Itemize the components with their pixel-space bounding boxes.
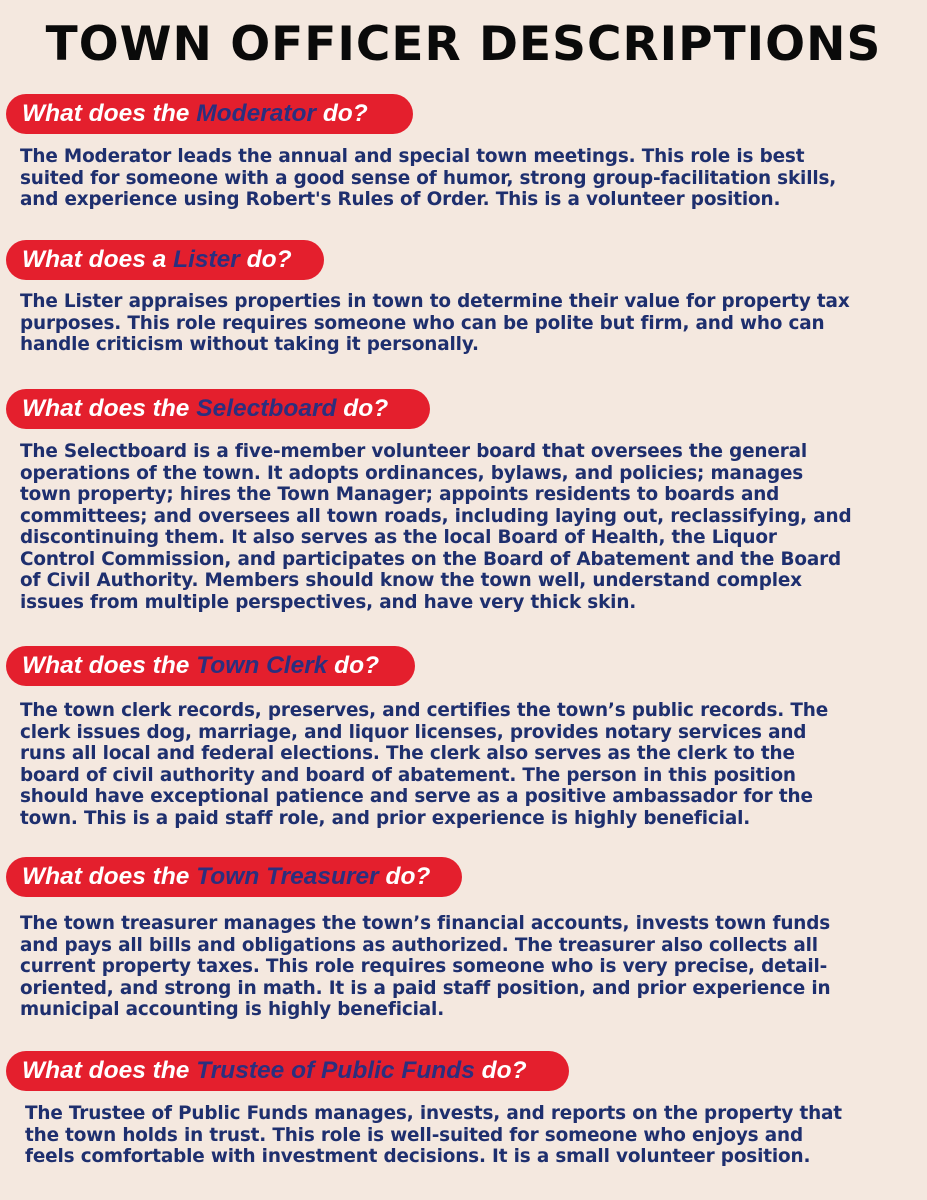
- heading-prefix: What does the: [22, 863, 197, 890]
- heading-role: Selectboard: [196, 395, 337, 422]
- description-line: The town treasurer manages the town’s financial accounts, invests town funds: [20, 913, 831, 934]
- page-title: TOWN OFFICER DESCRIPTIONS: [45, 17, 882, 72]
- section-heading: [6, 857, 462, 897]
- section-description: [20, 146, 900, 211]
- description-line: The Moderator leads the annual and special town meetings. This role is best: [20, 146, 805, 167]
- section-description: [20, 441, 900, 613]
- heading-prefix: What does a: [22, 246, 174, 273]
- heading-role: Lister: [173, 246, 240, 273]
- heading-role: Trustee of Public Funds: [196, 1057, 475, 1084]
- description-line: and pays all bills and obligations as authorized. The treasurer also collects all: [20, 934, 818, 956]
- heading-suffix: do?: [474, 1057, 527, 1084]
- description-line: should have exceptional patience and serve as a positive ambassador for the: [20, 786, 813, 807]
- section-heading: [6, 240, 324, 280]
- heading-suffix: do?: [378, 863, 431, 890]
- description-line: and experience using Robert's Rules of Order. This is a volunteer position.: [20, 189, 781, 210]
- section-description: [25, 1103, 905, 1168]
- section-heading: [6, 1051, 569, 1091]
- heading-suffix: do?: [327, 652, 380, 679]
- description-line: suited for someone with a good sense of humor, strong group-facilitation skills,: [20, 167, 837, 189]
- heading-suffix: do?: [239, 246, 292, 273]
- description-line: feels comfortable with investment decisions. It is a small volunteer position.: [25, 1146, 811, 1167]
- description-line: Control Commission, and participates on the Board of Abatement and the Board: [20, 548, 842, 570]
- heading-role: Town Clerk: [196, 652, 328, 679]
- heading-prefix: What does the: [22, 395, 197, 422]
- section-description: [20, 700, 900, 829]
- description-line: municipal accounting is highly beneficial.: [20, 999, 445, 1020]
- description-line: town property; hires the Town Manager; appoints residents to boards and: [20, 484, 780, 505]
- section-heading: [6, 94, 413, 134]
- description-line: The Lister appraises properties in town to determine their value for property tax: [20, 291, 850, 312]
- description-line: operations of the town. It adopts ordinances, bylaws, and policies; manages: [20, 462, 804, 484]
- description-line: board of civil authority and board of abatement. The person in this position: [20, 764, 796, 786]
- heading-prefix: What does the: [22, 100, 197, 127]
- section-heading: [6, 389, 430, 429]
- description-line: handle criticism without taking it personally.: [20, 334, 479, 355]
- description-line: runs all local and federal elections. The clerk also serves as the clerk to the: [20, 743, 795, 764]
- description-line: clerk issues dog, marriage, and liquor licenses, provides notary services and: [20, 721, 807, 743]
- description-line: oriented, and strong in math. It is a paid staff position, and prior experience in: [20, 977, 831, 999]
- description-line: purposes. This role requires someone who can be polite but firm, and who can: [20, 312, 825, 334]
- heading-prefix: What does the: [22, 652, 197, 679]
- section-description: [20, 913, 900, 1021]
- section-heading: [6, 646, 415, 686]
- description-line: the town holds in trust. This role is well-suited for someone who enjoys and: [25, 1124, 803, 1146]
- heading-role: Town Treasurer: [196, 863, 379, 890]
- description-line: committees; and oversees all town roads, including laying out, reclassifying, and: [20, 505, 852, 527]
- description-line: of Civil Authority. Members should know the town well, understand complex: [20, 570, 802, 591]
- description-line: current property taxes. This role requires someone who is very precise, detail-: [20, 956, 828, 977]
- heading-suffix: do?: [336, 395, 389, 422]
- heading-prefix: What does the: [22, 1057, 197, 1084]
- description-line: The Trustee of Public Funds manages, invests, and reports on the property that: [25, 1103, 842, 1124]
- description-line: The Selectboard is a five-member volunteer board that oversees the general: [20, 441, 808, 462]
- heading-suffix: do?: [316, 100, 368, 127]
- section-description: [20, 291, 900, 356]
- heading-role: Moderator: [196, 100, 317, 127]
- description-line: town. This is a paid staff role, and prior experience is highly beneficial.: [20, 807, 751, 829]
- description-line: discontinuing them. It also serves as the local Board of Health, the Liquor: [20, 527, 777, 548]
- description-line: The town clerk records, preserves, and certifies the town’s public records. The: [20, 700, 829, 721]
- description-line: issues from multiple perspectives, and have very thick skin.: [20, 591, 637, 613]
